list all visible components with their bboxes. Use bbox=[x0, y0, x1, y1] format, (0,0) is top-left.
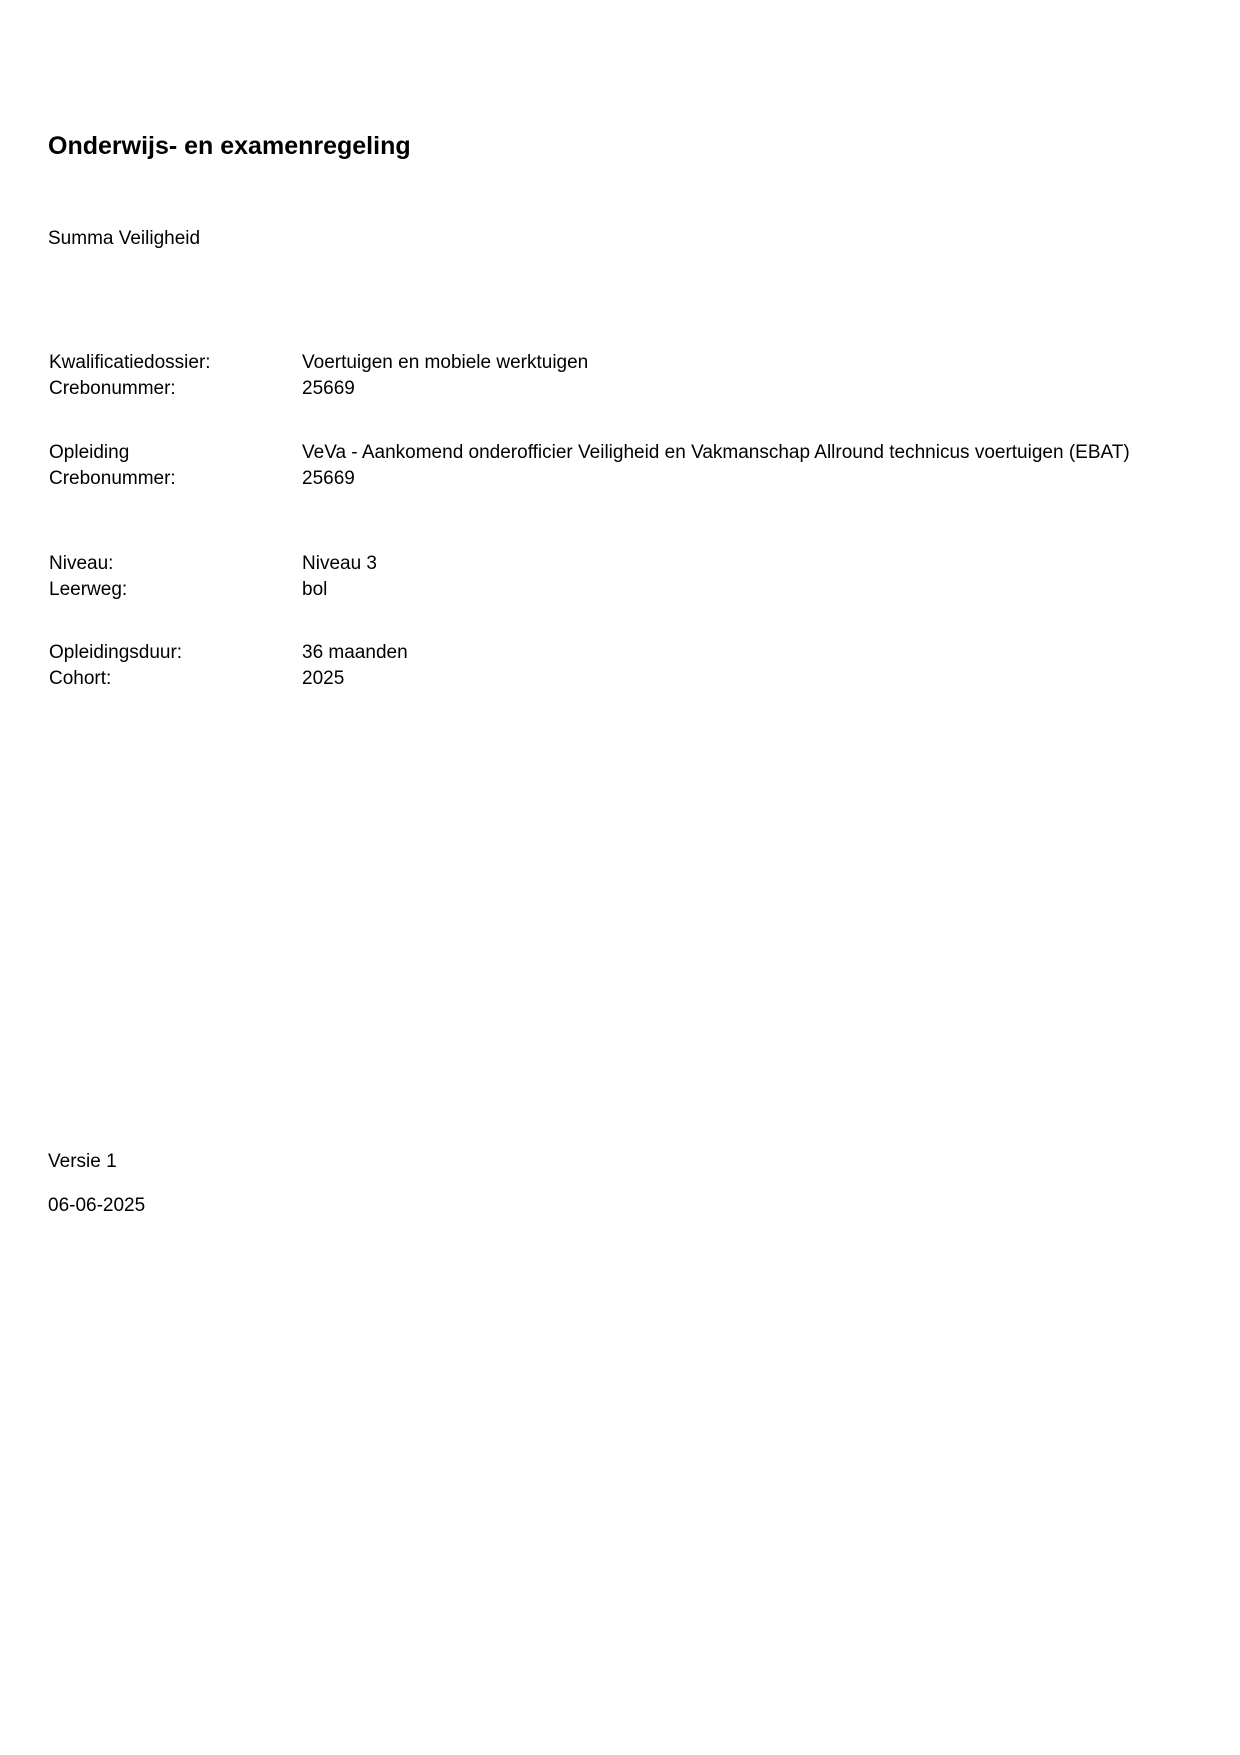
field-label: Leerweg: bbox=[49, 579, 128, 600]
field-label: Niveau: bbox=[49, 553, 114, 574]
field-label: Kwalificatiedossier: bbox=[49, 352, 211, 373]
field-label: Opleiding bbox=[49, 442, 130, 463]
field-row-crebonummer-opleiding bbox=[49, 466, 1149, 492]
field-row-opleiding bbox=[49, 440, 1149, 466]
page-title: Onderwijs- en examenregeling bbox=[48, 132, 411, 160]
field-value: Niveau 3 bbox=[302, 553, 377, 574]
level-block bbox=[49, 551, 1149, 603]
qualification-block bbox=[49, 350, 1149, 402]
field-row-leerweg bbox=[49, 577, 1149, 603]
field-value: bol bbox=[302, 579, 328, 600]
field-value: Voertuigen en mobiele werktuigen bbox=[302, 352, 589, 373]
document-date: 06-06-2025 bbox=[48, 1195, 146, 1216]
field-label: Crebonummer: bbox=[49, 468, 176, 489]
field-value: VeVa - Aankomend onderofficier Veiligheid en Vakmanschap Allround technicus voertuigen (EBAT) bbox=[302, 442, 1130, 463]
field-value: 36 maanden bbox=[302, 642, 408, 663]
field-label: Opleidingsduur: bbox=[49, 642, 183, 663]
field-value: 25669 bbox=[302, 378, 355, 399]
institution-name: Summa Veiligheid bbox=[48, 228, 201, 249]
field-label: Crebonummer: bbox=[49, 378, 176, 399]
field-row-opleidingsduur bbox=[49, 640, 1149, 666]
program-block bbox=[49, 440, 1149, 492]
field-row-cohort bbox=[49, 666, 1149, 692]
field-row-kwalificatiedossier bbox=[49, 350, 1149, 376]
field-value: 25669 bbox=[302, 468, 355, 489]
field-row-crebonummer-dossier bbox=[49, 376, 1149, 402]
version-label: Versie 1 bbox=[48, 1151, 117, 1172]
field-row-niveau bbox=[49, 551, 1149, 577]
field-value: 2025 bbox=[302, 668, 345, 689]
field-label: Cohort: bbox=[49, 668, 112, 689]
duration-block bbox=[49, 640, 1149, 692]
